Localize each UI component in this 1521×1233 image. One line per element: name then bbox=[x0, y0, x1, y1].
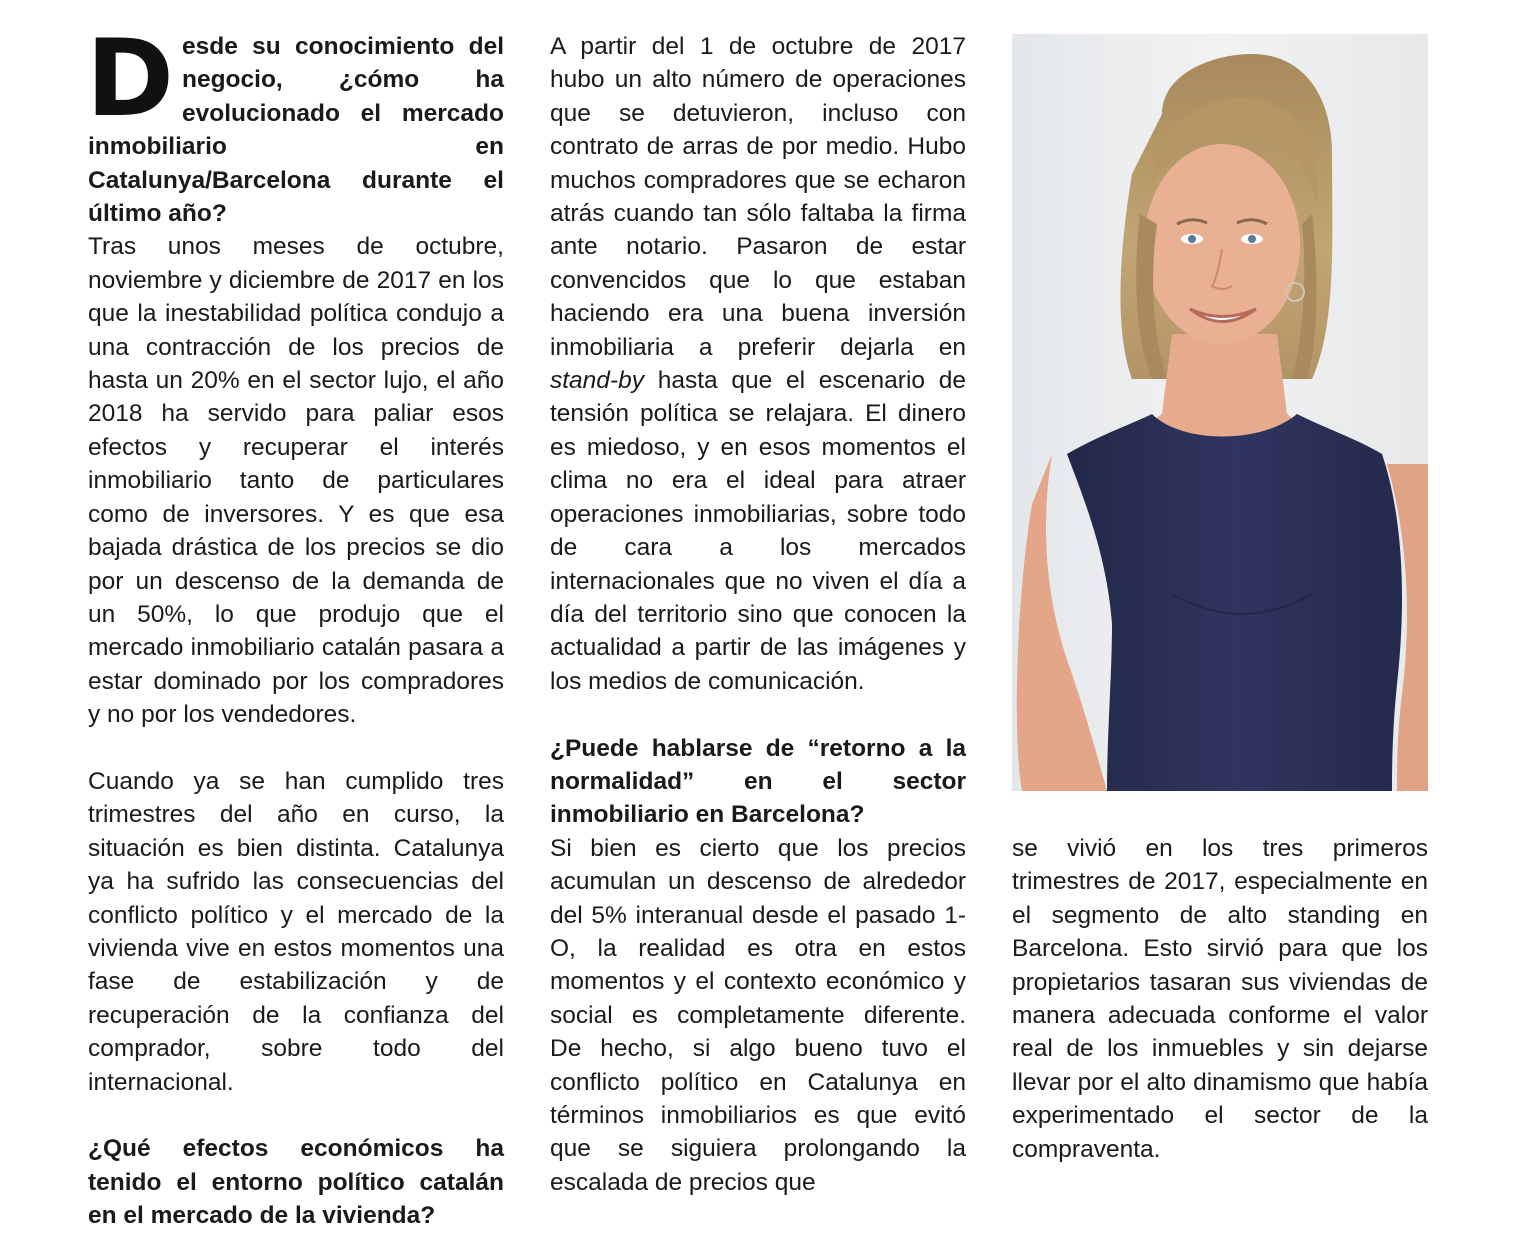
answer-2-text-b: hasta que el escenario de tensión política se relajara. El dinero es miedoso, y en esos momentos el clima no era el ideal para atraer operaciones inmobiliarias, sobre todo de cara a los mercados internacionales que no viven el día a día del territorio sino que conocen la actualidad a partir de las imágenes y los medios de comunicación. bbox=[550, 367, 966, 695]
question-2: ¿Qué efectos económicos ha tenido el entorno político catalán en el mercado de la vivienda? bbox=[88, 1135, 504, 1230]
answer-1-paragraph-2: Cuando ya se han cumplido tres trimestres del año en curso, la situación es bien distinta. Catalunya ya ha sufrido las consecuencias del conflicto político y el mercado de la vivienda vive en estos momentos una fase de estabilización y de recuperación de la confianza del comprador, sobre todo del internacional. bbox=[88, 767, 504, 1096]
portrait-photo bbox=[1012, 34, 1428, 791]
answer-2-text-a: A partir del 1 de octubre de 2017 hubo un alto número de operaciones que se detuvieron, incluso con contrato de arras de por medio. Hubo muchos compradores que se echaron atrás cuando tan sólo faltaba la firma ante notario. Pasaron de estar convencidos que lo que estaban haciendo era una buena inversión inmobiliaria a preferir dejarla en bbox=[550, 33, 966, 361]
column-3 bbox=[1012, 832, 1428, 1166]
portrait-illustration bbox=[1012, 34, 1428, 791]
question-3: ¿Puede hablarse de “retorno a la normalidad” en el sector inmobiliario en Barcelona? bbox=[550, 734, 966, 829]
column-2 bbox=[550, 30, 966, 1199]
question-1-text: esde su conocimiento del negocio, ¿cómo ha evolucionado el mercado inmobiliario en Catalunya/Barcelona durante el último año? bbox=[88, 33, 504, 228]
answer-2-paragraph bbox=[550, 30, 966, 698]
column-1 bbox=[86, 17, 504, 1233]
answer-3-paragraph: Si bien es cierto que los precios acumulan un descenso de alrededor del 5% interanual desde el pasado 1-O, la realidad es otra en estos momentos y el contexto económico y social es completamente diferente. De hecho, si algo bueno tuvo el conflicto político en Catalunya en términos inmobiliarios es que evitó que se siguiera prolongando la escalada de precios que bbox=[550, 834, 966, 1196]
answer-1-paragraph-1: Tras unos meses de octubre, noviembre y diciembre de 2017 en los que la inestabilidad política condujo a una contracción de los precios de hasta un 20% en el sector lujo, el año 2018 ha servido para paliar esos efectos y recuperar el interés inmobiliario tanto de particulares como de inversores. Y es que esa bajada drástica de los precios se dio por un descenso de la demanda de un 50%, lo que produjo que el mercado inmobiliario catalán pasara a estar dominado por los compradores y no por los vendedores. bbox=[88, 233, 504, 729]
question-1 bbox=[86, 17, 504, 230]
drop-cap: D bbox=[86, 17, 174, 140]
answer-3-continuation: se vivió en los tres primeros trimestres de 2017, especialmente en el segmento de alto standing en Barcelona. Esto sirvió para que los propietarios tasaran sus viviendas de manera adecuada conforme el valor real de los inmuebles y sin dejarse llevar por el alto dinamismo que había experimentado el sector de la compraventa. bbox=[1012, 835, 1428, 1163]
answer-2-italic-term: stand-by bbox=[550, 367, 644, 395]
